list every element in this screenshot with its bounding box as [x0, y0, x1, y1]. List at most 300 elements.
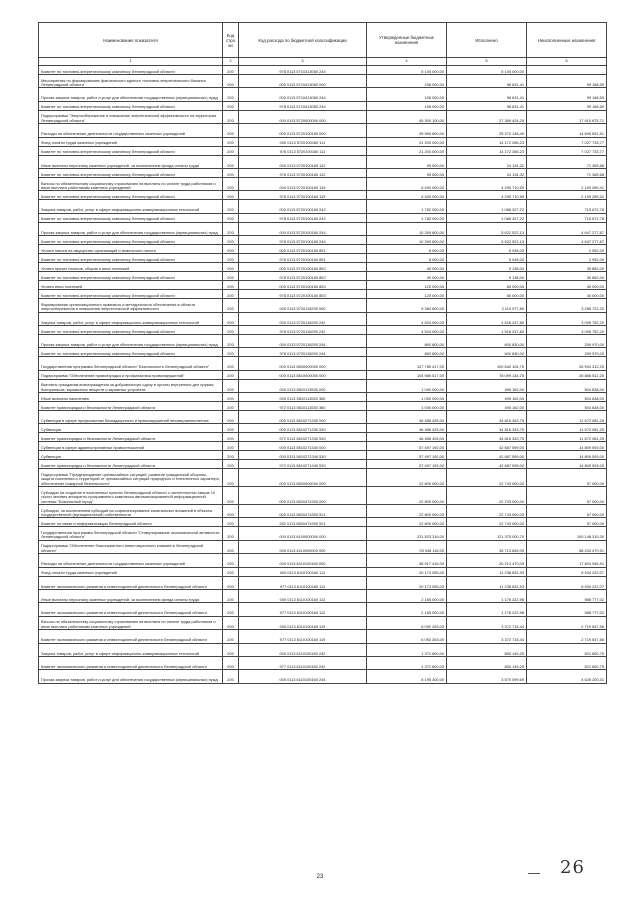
row-approved: 4 524 000,00: [367, 325, 447, 334]
row-line-code: 200: [223, 630, 239, 643]
row-line-code: 200: [223, 379, 239, 392]
row-name: Субсидии, за исключением субсидий на софинансирование капитальных вложений в объекты государственной (муниципальной) собственности: [39, 505, 223, 518]
table-row: [39, 379, 607, 392]
row-executed: 1 066 327,22: [447, 213, 527, 222]
row-budget-code: 972 0113 5810271340 530: [239, 460, 367, 469]
row-approved: 5 384 800,00: [367, 299, 447, 312]
row-executed: 24 134,32: [447, 155, 527, 168]
row-line-code: 200: [223, 370, 239, 379]
table-row: [39, 603, 607, 616]
row-remaining: 11 672 081,25: [527, 424, 607, 433]
row-approved: 57 497 192,00: [367, 451, 447, 460]
row-remaining: 521 650,75: [527, 656, 607, 669]
row-budget-code: 978 0113 5720100160 853: [239, 290, 367, 299]
header-approved: Утвержденные бюджетные назначения: [367, 23, 447, 58]
row-budget-code: 978 0113 5720100160 112: [239, 168, 367, 177]
row-approved: 1 371 800,00: [367, 656, 447, 669]
row-name: Взносы по обязательному социальному страхованию на выплаты по оплате труда работников и иные выплаты работникам казенных учреждений: [39, 177, 223, 190]
row-remaining: 504 838,00: [527, 379, 607, 392]
row-budget-code: 000 0113 5720100160 242: [239, 200, 367, 213]
row-budget-code: 000 0113 5720118290 000: [239, 299, 367, 312]
row-name: Комитет по топливно-энергетическому комплексу Ленинградской области: [39, 290, 223, 299]
row-remaining: 11 672 081,25: [527, 433, 607, 442]
row-approved: 5 100 000,00: [367, 66, 447, 75]
table-row: [39, 137, 607, 146]
row-line-code: 200: [223, 656, 239, 669]
row-line-code: 200: [223, 75, 239, 88]
row-name: Иные выплаты персоналу казенных учреждений, за исключением фонда оплаты труда: [39, 590, 223, 603]
column-number: 6: [527, 58, 607, 66]
row-line-code: 200: [223, 469, 239, 487]
row-line-code: 200: [223, 299, 239, 312]
row-name: Комитет по топливно-энергетическому комплексу Ленинградской области: [39, 191, 223, 200]
row-executed: 2 119 077,80: [447, 299, 527, 312]
row-remaining: 99 168,59: [527, 75, 607, 88]
row-name: Иные выплаты населению: [39, 393, 223, 402]
row-remaining: 2 719 547,56: [527, 616, 607, 629]
row-approved: 4 524 000,00: [367, 312, 447, 325]
row-name: Прочая закупка товаров, работ и услуг для обеспечения государственных (муниципальных) нужд: [39, 334, 223, 347]
row-approved: 40 000,00: [367, 263, 447, 272]
row-line-code: 200: [223, 527, 239, 540]
table-row: [39, 101, 607, 110]
row-executed: 24 134,32: [447, 168, 527, 177]
row-name: Взносы по обязательному социальному страхованию на выплаты по оплате труда работников и иные выплаты работникам казенных учреждений: [39, 616, 223, 629]
row-executed: 14 172 266,23: [447, 146, 527, 155]
row-budget-code: 000 0113 5720100160 119: [239, 177, 367, 190]
table-row: [39, 670, 607, 683]
row-budget-code: 000 0113 5710413060 244: [239, 88, 367, 101]
row-line-code: 200: [223, 411, 239, 424]
row-remaining: 4 647 277,87: [527, 236, 607, 245]
row-approved: 1 000 000,00: [367, 393, 447, 402]
row-name: Мероприятия по формированию фактического единого топливно-энергетического баланса Ленинградской области: [39, 75, 223, 88]
row-approved: 198 000,00: [367, 101, 447, 110]
table-row: [39, 272, 607, 281]
row-executed: 22 743 000,00: [447, 469, 527, 487]
row-remaining: 2 109 289,41: [527, 191, 607, 200]
row-name: Уплата иных платежей: [39, 281, 223, 290]
row-line-code: 200: [223, 325, 239, 334]
table-row: [39, 290, 607, 299]
row-executed: 78 099 134,75: [447, 370, 527, 379]
row-budget-code: 000 0113 5820474300 000: [239, 487, 367, 505]
table-row: [39, 281, 607, 290]
row-budget-code: 978 0113 5720118290 242: [239, 325, 367, 334]
row-approved: 1 782 000,00: [367, 200, 447, 213]
row-name: Комитет экономического развития и инвестиционной деятельности Ленинградской области: [39, 630, 223, 643]
row-remaining: 3 005 752,20: [527, 312, 607, 325]
row-remaining: 100 148 315,30: [527, 527, 607, 540]
row-line-code: 200: [223, 424, 239, 433]
row-line-code: 200: [223, 177, 239, 190]
table-row: [39, 370, 607, 379]
table-row: [39, 643, 607, 656]
row-line-code: 200: [223, 505, 239, 518]
row-name: Комитет по топливно-энергетическому комплексу Ленинградской области: [39, 168, 223, 177]
row-line-code: 200: [223, 213, 239, 222]
row-approved: 95 500,00: [367, 168, 447, 177]
table-row: [39, 200, 607, 213]
row-line-code: 200: [223, 281, 239, 290]
row-line-code: 200: [223, 442, 239, 451]
row-remaining: 14 809 593,00: [527, 451, 607, 460]
row-remaining: 57 000,00: [527, 518, 607, 527]
row-budget-code: 000 0113 6110100160 000: [239, 554, 367, 567]
row-budget-code: 000 0113 5810271340 000: [239, 442, 367, 451]
row-line-code: 200: [223, 554, 239, 567]
row-budget-code: 000 0113 5710413060 000: [239, 75, 367, 88]
table-row: [39, 527, 607, 540]
row-executed: 5 622 522,13: [447, 236, 527, 245]
handwritten-page-stamp: 26: [560, 857, 585, 878]
row-executed: 5 048,00: [447, 254, 527, 263]
table-row: [39, 236, 607, 245]
row-name: Субвенции: [39, 424, 223, 433]
row-line-code: 200: [223, 66, 239, 75]
table-row: [39, 460, 607, 469]
row-name: Подпрограмма "Энергосбережение и повышение энергетической эффективности на территории Ленинградской области": [39, 110, 223, 123]
row-budget-code: 977 0113 6110100160 112: [239, 603, 367, 616]
row-line-code: 200: [223, 254, 239, 263]
table-row: [39, 222, 607, 235]
row-name: Государственная программа Ленинградской области "Стимулирование экономической активности Ленинградской области": [39, 527, 223, 540]
row-executed: 22 743 000,00: [447, 505, 527, 518]
row-budget-code: 000 0113 6110100160 242: [239, 643, 367, 656]
row-line-code: 200: [223, 334, 239, 347]
row-executed: 34 816 343,75: [447, 433, 527, 442]
row-line-code: 200: [223, 124, 239, 137]
table-row: [39, 424, 607, 433]
row-name: Уплата прочих налогов, сборов и иных платежей: [39, 263, 223, 272]
table-row: [39, 155, 607, 168]
table-row: [39, 576, 607, 589]
row-name: Комитет по топливно-энергетическому комплексу Ленинградской области: [39, 236, 223, 245]
row-executed: 1 518 247,80: [447, 312, 527, 325]
row-budget-code: 972 0113 5810113530 360: [239, 402, 367, 411]
row-executed: 80 000,00: [447, 281, 527, 290]
row-approved: 1 000 000,00: [367, 379, 447, 392]
row-executed: 100 842 104,75: [447, 357, 527, 370]
row-approved: 1 782 000,00: [367, 213, 447, 222]
row-executed: 42 687 599,00: [447, 460, 527, 469]
row-name: Комитет по топливно-энергетическому комплексу Ленинградской области: [39, 254, 223, 263]
row-name: Субвенции в сфере административных правоотношений: [39, 442, 223, 451]
table-row: [39, 469, 607, 487]
row-budget-code: 000 0113 5820000000 000: [239, 469, 367, 487]
row-name: Фонд оплаты труда казенных учреждений: [39, 567, 223, 576]
row-approved: 22 800 000,00: [367, 518, 447, 527]
row-remaining: 2 952,00: [527, 254, 607, 263]
row-remaining: 57 000,00: [527, 469, 607, 487]
column-number: 5: [447, 58, 527, 66]
row-executed: 4 290 710,59: [447, 177, 527, 190]
row-name: Комитет правопорядка и безопасности Ленинградской области: [39, 460, 223, 469]
row-name: Комитет по топливно-энергетическому комплексу Ленинградской области: [39, 101, 223, 110]
row-budget-code: 972 0113 5810271330 530: [239, 433, 367, 442]
header-line-code: Код стро ки: [223, 23, 239, 58]
row-line-code: 200: [223, 616, 239, 629]
row-remaining: 8 934 222,07: [527, 567, 607, 576]
table-row: [39, 451, 607, 460]
row-name: Комитет по топливно-энергетическому комплексу Ленинградской области: [39, 325, 223, 334]
table-row: [39, 442, 607, 451]
row-name: Расходы на обеспечение деятельности государственных казенных учреждений: [39, 124, 223, 137]
row-name: Прочая закупка товаров, работ и услуг для обеспечения государственных (муниципальных) нужд: [39, 222, 223, 235]
row-budget-code: 000 0113 5810271330 000: [239, 411, 367, 424]
row-name: Закупка товаров, работ, услуг в сфере информационно-коммуникационных технологий: [39, 200, 223, 213]
row-approved: 221 523 316,00: [367, 527, 447, 540]
row-name: Иные выплаты персоналу казенных учреждений, за исключением фонда оплаты труда: [39, 155, 223, 168]
row-approved: 20 173 055,00: [367, 576, 447, 589]
row-name: Государственная программа Ленинградской области "Безопасность Ленинградской области": [39, 357, 223, 370]
row-budget-code: 978 0113 5720100160 119: [239, 191, 367, 200]
row-line-code: 200: [223, 88, 239, 101]
row-line-code: 200: [223, 245, 239, 254]
table-row: [39, 124, 607, 137]
row-remaining: 30 862,00: [527, 263, 607, 272]
row-executed: 27 389 424,29: [447, 110, 527, 123]
row-approved: 40 000,00: [367, 272, 447, 281]
row-approved: 6 092 263,00: [367, 630, 447, 643]
row-executed: 495 162,00: [447, 393, 527, 402]
table-row: [39, 567, 607, 576]
row-remaining: 40 000,00: [527, 281, 607, 290]
table-row: [39, 505, 607, 518]
row-line-code: 200: [223, 348, 239, 357]
row-line-code: 200: [223, 236, 239, 245]
row-remaining: 26 886 512,25: [527, 370, 607, 379]
row-executed: 5 100 000,00: [447, 66, 527, 75]
row-budget-code: 977 0113 6110100160 242: [239, 656, 367, 669]
row-approved: 127 785 417,00: [367, 357, 447, 370]
row-approved: 38 917 416,00: [367, 554, 447, 567]
row-budget-code: 978 0113 5710313060 244: [239, 66, 367, 75]
row-remaining: 2 719 547,56: [527, 630, 607, 643]
row-executed: 25 270 148,49: [447, 124, 527, 137]
row-budget-code: 000 0113 5720118290 242: [239, 312, 367, 325]
row-approved: 10 269 800,00: [367, 236, 447, 245]
table-row: [39, 348, 607, 357]
row-executed: 1 176 222,98: [447, 603, 527, 616]
table-row: [39, 554, 607, 567]
row-name: Подпрограмма "Обеспечение благоприятного инвестиционного климата в Ленинградской области": [39, 540, 223, 553]
table-row: [39, 213, 607, 222]
row-name: Подпрограмма "Обеспечение правопорядка и профилактика правонарушений": [39, 370, 223, 379]
row-approved: 57 497 192,00: [367, 460, 447, 469]
row-line-code: 200: [223, 603, 239, 616]
column-number: 1: [39, 58, 223, 66]
row-approved: 198 000,00: [367, 88, 447, 101]
table-header-row: [39, 23, 607, 58]
row-line-code: 200: [223, 540, 239, 553]
row-executed: 3 372 715,44: [447, 630, 527, 643]
row-approved: 120 000,00: [367, 281, 447, 290]
row-budget-code: 978 0113 5720100160 111: [239, 146, 367, 155]
row-line-code: 200: [223, 576, 239, 589]
row-name: Закупка товаров, работ, услуг в сфере информационно-коммуникационных технологий: [39, 312, 223, 325]
row-name: Комитет по топливно-энергетическому комплексу Ленинградской области: [39, 213, 223, 222]
row-line-code: 200: [223, 670, 239, 683]
row-name: Формирование организационного правового и методического обеспечения в области энергосбережения и повышения энергетической эффективности: [39, 299, 223, 312]
row-line-code: 200: [223, 402, 239, 411]
row-remaining: 988 777,02: [527, 590, 607, 603]
row-executed: 22 743 000,00: [447, 487, 527, 505]
row-budget-code: 000 0113 6110000000 000: [239, 540, 367, 553]
row-remaining: 259 970,00: [527, 334, 607, 347]
header-remaining: Неисполненные назначения: [527, 23, 607, 58]
row-budget-code: 977 0113 6110100160 111: [239, 576, 367, 589]
row-line-code: 200: [223, 590, 239, 603]
row-remaining: -: [527, 66, 607, 75]
row-budget-code: 000 0113 5720118290 244: [239, 334, 367, 347]
row-approved: 93 948 116,00: [367, 540, 447, 553]
table-row: [39, 177, 607, 190]
row-line-code: 200: [223, 290, 239, 299]
table-row: [39, 66, 607, 75]
row-remaining: 521 650,75: [527, 643, 607, 656]
row-name: Комитет правопорядка и безопасности Ленинградской области: [39, 402, 223, 411]
row-remaining: 71 365,68: [527, 168, 607, 177]
table-row: [39, 325, 607, 334]
row-approved: 120 000,00: [367, 290, 447, 299]
row-remaining: 57 000,00: [527, 505, 607, 518]
row-budget-code: 000 0113 5820474300 521: [239, 505, 367, 518]
row-name: Комитет по топливно-энергетическому комплексу Ленинградской области: [39, 348, 223, 357]
row-executed: 1 176 222,98: [447, 590, 527, 603]
row-name: Прочая закупка товаров, работ и услуг для обеспечения государственных (муниципальных) нужд: [39, 88, 223, 101]
row-executed: 35 713 645,09: [447, 540, 527, 553]
row-approved: 45 300 100,00: [367, 110, 447, 123]
row-remaining: 40 000,00: [527, 290, 607, 299]
row-executed: 600 830,00: [447, 348, 527, 357]
row-line-code: 200: [223, 168, 239, 177]
row-executed: 98 631,41: [447, 88, 527, 101]
row-budget-code: 000 0113 5720100160 111: [239, 137, 367, 146]
table-row: [39, 88, 607, 101]
row-executed: 495 162,00: [447, 402, 527, 411]
table-row: [39, 334, 607, 347]
row-executed: 121 375 000,70: [447, 527, 527, 540]
row-executed: 11 238 832,93: [447, 567, 527, 576]
column-number: 4: [367, 58, 447, 66]
row-name: Расходы на обеспечение деятельности государственных казенных учреждений: [39, 554, 223, 567]
row-executed: 850 149,25: [447, 656, 527, 669]
row-line-code: 200: [223, 567, 239, 576]
table-row: [39, 402, 607, 411]
row-remaining: 4 625 200,31: [527, 670, 607, 683]
row-remaining: 259 970,00: [527, 348, 607, 357]
row-name: Уплата налога на имущество организаций и земельного налога: [39, 245, 223, 254]
row-remaining: 58 234 470,91: [527, 540, 607, 553]
table-row: [39, 168, 607, 177]
row-line-code: 200: [223, 643, 239, 656]
row-name: Комитет по топливно-энергетическому комплексу Ленинградской области: [39, 146, 223, 155]
row-approved: 22 800 000,00: [367, 505, 447, 518]
row-budget-code: 000 0113 6110100160 244: [239, 670, 367, 683]
row-name: Комитет правопорядка и безопасности Ленинградской области: [39, 433, 223, 442]
row-approved: 21 200 000,00: [367, 137, 447, 146]
row-approved: 860 800,00: [367, 334, 447, 347]
row-executed: 9 138,00: [447, 272, 527, 281]
row-remaining: 3 005 752,20: [527, 325, 607, 334]
row-line-code: 200: [223, 460, 239, 469]
row-executed: 9 138,00: [447, 263, 527, 272]
row-budget-code: 000 0113 5720100160 853: [239, 281, 367, 290]
row-name: Субвенции: [39, 451, 223, 460]
row-approved: 8 000,00: [367, 245, 447, 254]
row-executed: 20 212 470,09: [447, 554, 527, 567]
row-line-code: 200: [223, 433, 239, 442]
table-row: [39, 630, 607, 643]
table-row: [39, 433, 607, 442]
row-executed: 3 372 715,44: [447, 616, 527, 629]
row-approved: 21 200 000,00: [367, 146, 447, 155]
row-name: Субсидии на создание в населенных пунктах Ленинградской области с численностью свыше 10 тысяч человек аппаратно-программного комплекса автоматизированной информационной системы "Безопасный город": [39, 487, 223, 505]
table-row: [39, 393, 607, 402]
row-executed: 850 149,25: [447, 643, 527, 656]
table-row: [39, 616, 607, 629]
row-budget-code: 000 0113 5810113530 360: [239, 393, 367, 402]
row-approved: 22 800 000,00: [367, 469, 447, 487]
table-row: [39, 191, 607, 200]
row-remaining: 715 672,78: [527, 213, 607, 222]
row-remaining: 14 809 593,00: [527, 442, 607, 451]
row-approved: 1 371 800,00: [367, 643, 447, 656]
table-row: [39, 540, 607, 553]
row-budget-code: 978 0113 5720100160 242: [239, 213, 367, 222]
row-line-code: 200: [223, 487, 239, 505]
row-executed: 42 687 599,00: [447, 442, 527, 451]
row-name: Закупка товаров, работ, услуг в сфере информационно-коммуникационных технологий: [39, 643, 223, 656]
table-row: [39, 299, 607, 312]
row-executed: 5 048,00: [447, 245, 527, 254]
row-approved: 6 400 000,00: [367, 191, 447, 200]
row-executed: 22 743 000,00: [447, 518, 527, 527]
row-line-code: 200: [223, 518, 239, 527]
row-approved: 8 000,00: [367, 254, 447, 263]
row-budget-code: 000 0113 5720100160 851: [239, 245, 367, 254]
row-approved: 10 269 800,00: [367, 222, 447, 235]
row-name: Комитет по связи и информатизации Ленинградской области: [39, 518, 223, 527]
row-budget-code: 000 0113 5810113530 000: [239, 379, 367, 392]
table-row: [39, 245, 607, 254]
row-executed: 11 238 832,93: [447, 576, 527, 589]
row-budget-code: 000 0113 5810271330 530: [239, 424, 367, 433]
report-sheet: [38, 22, 606, 684]
row-executed: 34 816 343,75: [447, 411, 527, 424]
row-budget-code: 000 0113 5800000000 000: [239, 357, 367, 370]
table-row: [39, 312, 607, 325]
row-remaining: 17 910 675,71: [527, 110, 607, 123]
header-executed: Исполнено: [447, 23, 527, 58]
row-name: Комитет экономического развития и инвестиционной деятельности Ленинградской области: [39, 576, 223, 589]
header-indicator-name: Наименование показателя: [39, 23, 223, 58]
row-approved: 2 165 000,00: [367, 603, 447, 616]
table-row: [39, 590, 607, 603]
row-approved: 39 965 800,00: [367, 124, 447, 137]
row-budget-code: 000 0113 5720100160 852: [239, 263, 367, 272]
row-approved: 46 488 425,00: [367, 424, 447, 433]
table-row: [39, 518, 607, 527]
row-budget-code: 000 0113 6100000000 000: [239, 527, 367, 540]
row-approved: 1 000 000,00: [367, 402, 447, 411]
row-line-code: 200: [223, 357, 239, 370]
row-remaining: 8 934 222,07: [527, 576, 607, 589]
table-row: [39, 110, 607, 123]
row-remaining: 30 862,00: [527, 272, 607, 281]
row-budget-code: 978 0113 5720100160 851: [239, 254, 367, 263]
